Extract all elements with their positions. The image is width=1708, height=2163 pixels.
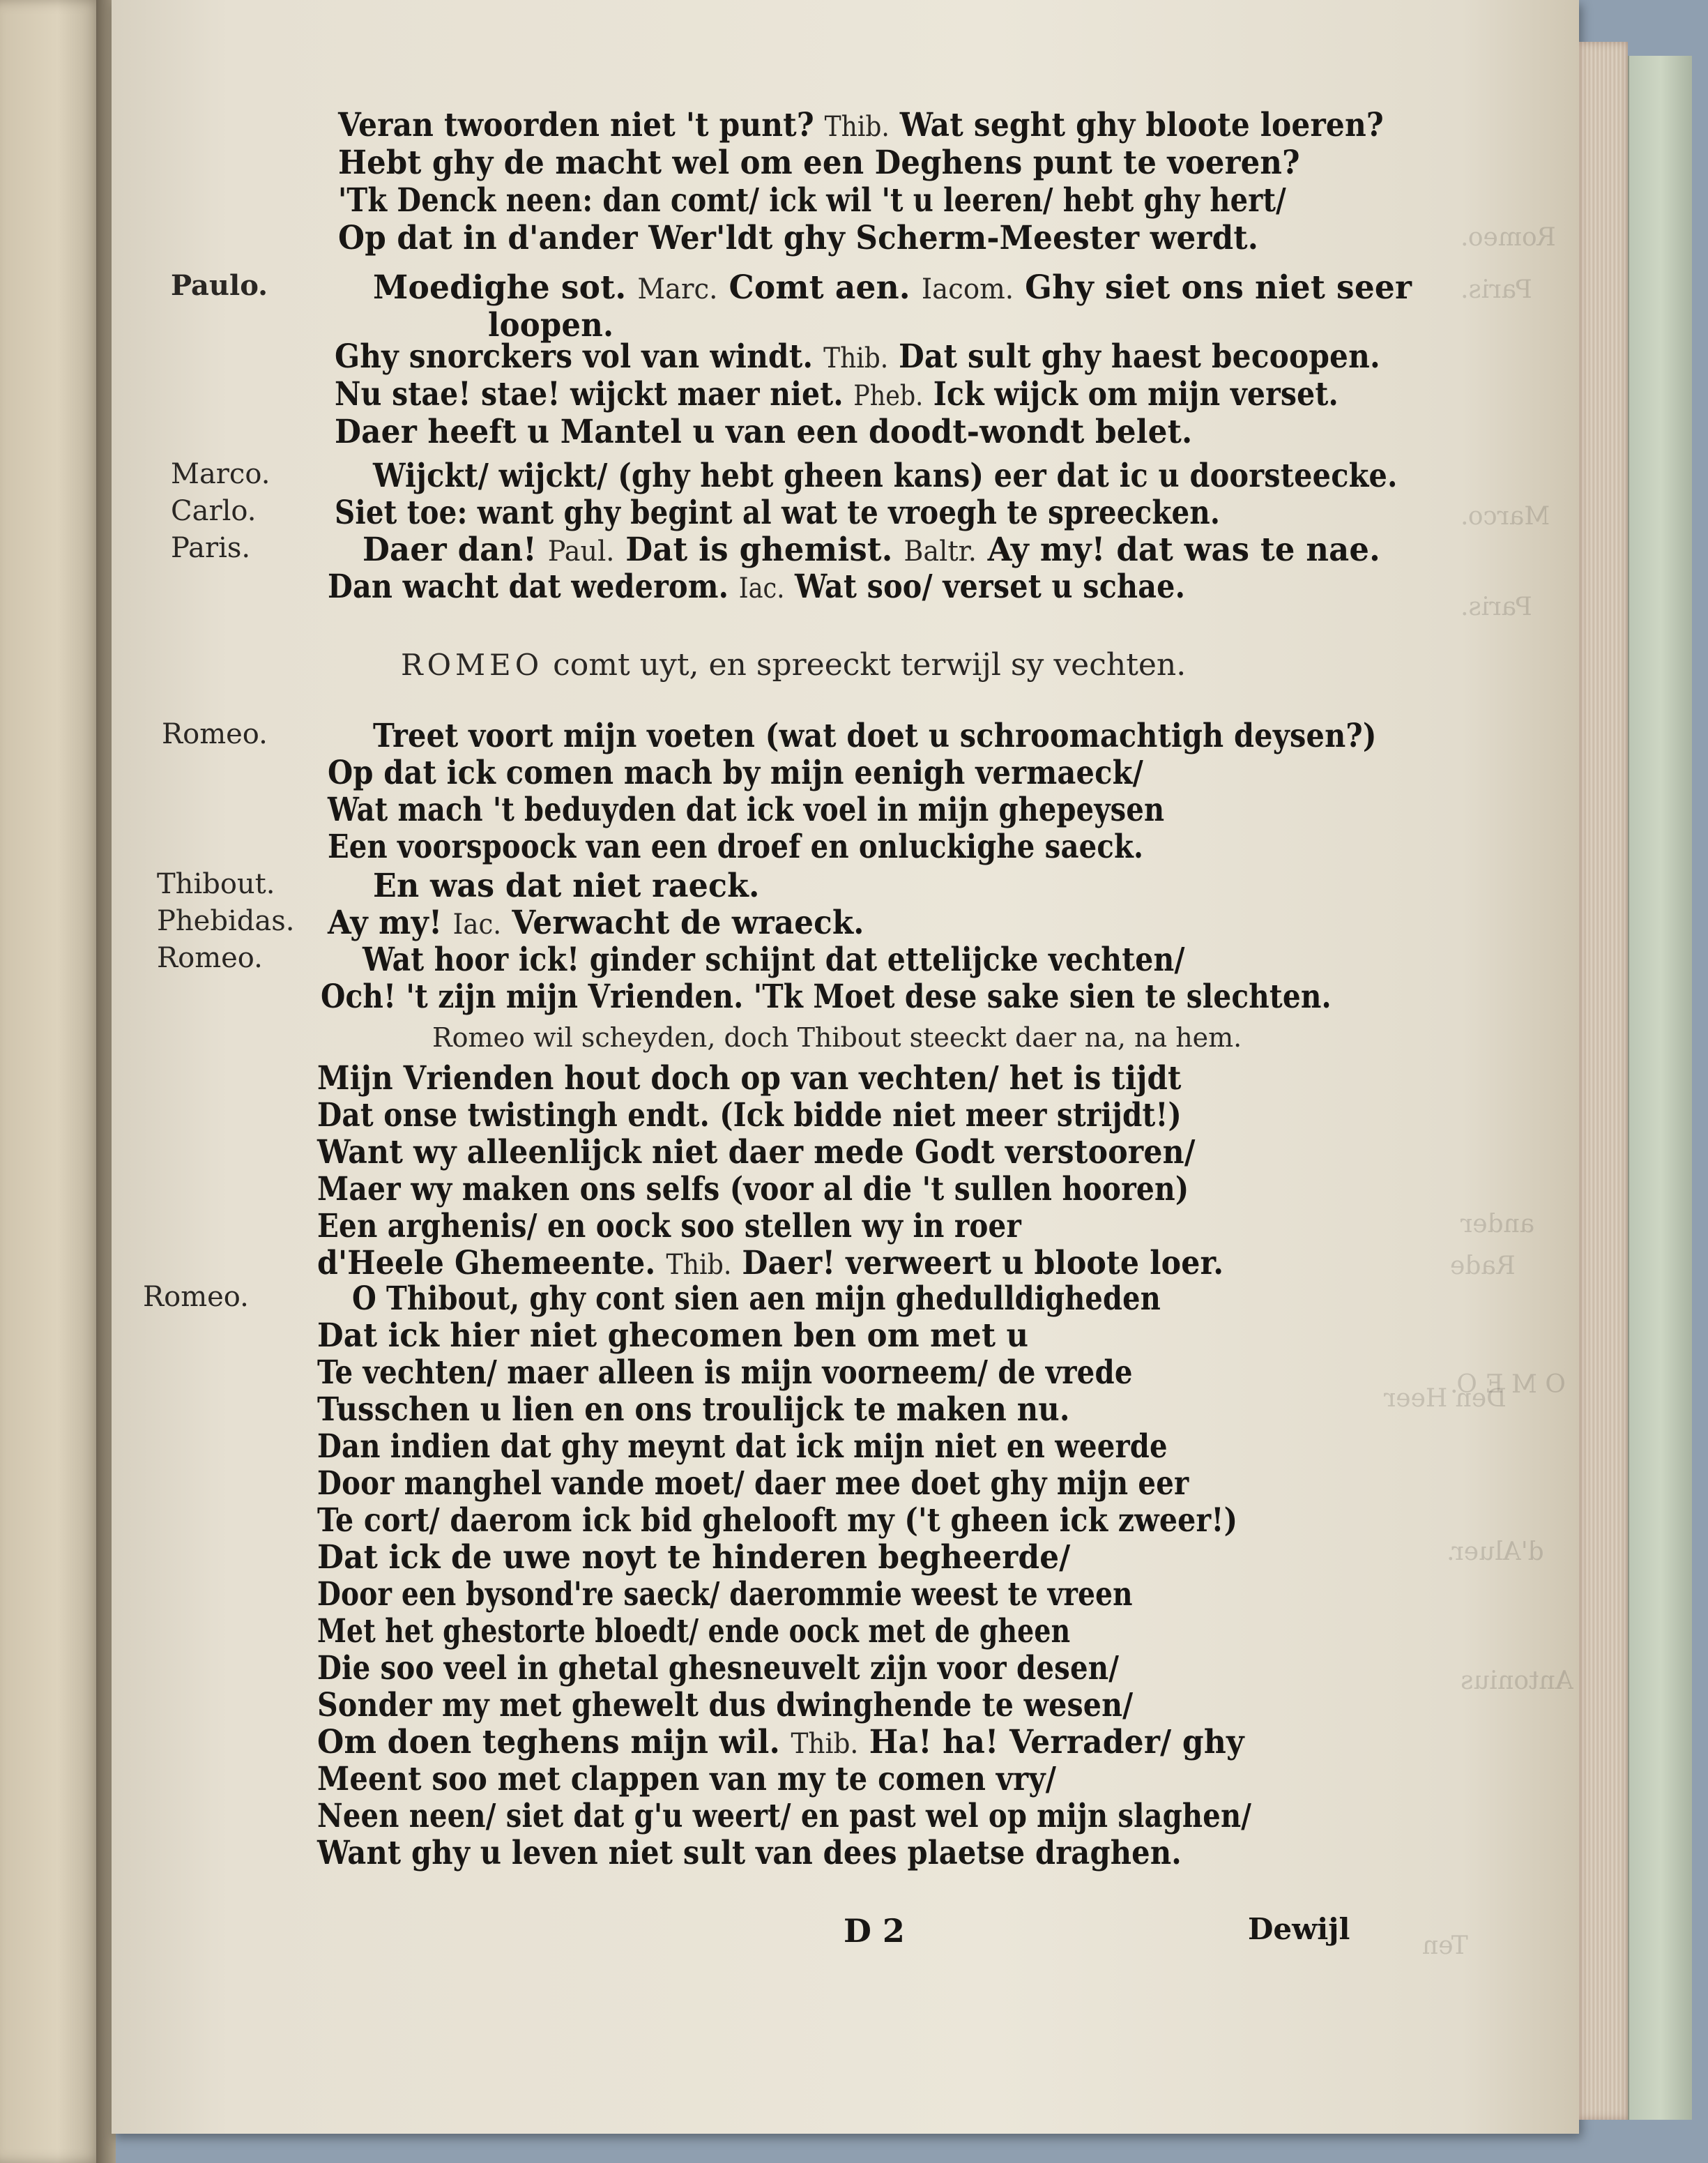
bleed-through-word: Paris. [1461, 275, 1532, 304]
blackletter-text: En was dat niet raeck. [373, 867, 760, 905]
speaker-abbrev: Baltr. [903, 536, 977, 568]
blackletter-text: Wijckt/ wijckt/ (ghy hebt gheen kans) eer dat ic u doorsteecke. [373, 457, 1398, 495]
blackletter-text: Op dat in d'ander Wer'ldt ghy Scherm-Meester werdt. [338, 219, 1259, 257]
blackletter-text: Dat ick de uwe noyt te hinderen begheerde/ [317, 1538, 1071, 1577]
blackletter-text: Dat sult ghy haest becoopen. [888, 337, 1380, 376]
speaker-label: Paulo. [171, 269, 268, 302]
blackletter-text: Een arghenis/ en oock soo stellen wy in roer [317, 1207, 1021, 1245]
blackletter-text: Ghy snorckers vol van windt. [335, 337, 824, 376]
speaker-label: Romeo. [143, 1281, 249, 1313]
verse-line [317, 1464, 1189, 1503]
blackletter-text: Door manghel vande moet/ daer mee doet ghy mijn eer [317, 1464, 1189, 1503]
verse-line [338, 106, 1384, 146]
blackletter-text: Daer heeft u Mantel u van een doodt-wondt belet. [335, 413, 1193, 451]
blackletter-text: Comt aen. [717, 268, 922, 307]
blackletter-text: Tusschen u lien en ons troulijck te maken nu. [317, 1390, 1070, 1429]
verse-line [317, 1207, 1021, 1246]
signature-mark: D 2 [844, 1912, 905, 1950]
verse-line [328, 754, 1143, 793]
verse-line [373, 268, 1412, 309]
speaker-label: Carlo. [171, 495, 257, 527]
verse-line [317, 1170, 1189, 1209]
verse-line [335, 413, 1192, 452]
bleed-through-word: Rade [1450, 1252, 1516, 1280]
verse-line [317, 1353, 1133, 1392]
blackletter-text: Ha! ha! Verrader/ ghy [858, 1723, 1244, 1761]
blackletter-text: Wat hoor ick! ginder schijnt dat ettelijcke vechten/ [363, 941, 1185, 979]
blackletter-text: Neen neen/ siet dat g'u weert/ en past wel op mijn slaghen/ [317, 1797, 1252, 1835]
heading-rest: comt uyt, en spreeckt terwijl sy vechten. [543, 647, 1187, 683]
verse-line [321, 978, 1332, 1017]
blackletter-text: Die soo veel in ghetal ghesneuvelt zijn voor desen/ [317, 1649, 1120, 1687]
blackletter-text: Mijn Vrienden hout doch op van vechten/ het is tijdt [317, 1059, 1182, 1098]
verse-line [328, 568, 1185, 608]
verse-line [317, 1760, 1056, 1799]
blackletter-text: Om doen teghens mijn wil. [317, 1723, 791, 1761]
speaker-abbrev: Pheb. [853, 380, 924, 412]
verse-line [338, 181, 1286, 220]
bleed-through-word: Romeo. [1461, 223, 1556, 252]
verse-line [317, 1096, 1182, 1135]
verse-line [373, 457, 1398, 496]
verse-line [317, 1575, 1133, 1614]
speaker-label: Romeo. [162, 718, 268, 750]
blackletter-text: Maer wy maken ons selfs (voor al die 't sullen hooren) [317, 1170, 1189, 1208]
blackletter-text: Op dat ick comen mach by mijn eenigh vermaeck/ [328, 754, 1143, 792]
verse-line [317, 1612, 1070, 1651]
blackletter-text: Wat seght ghy bloote loeren? [889, 106, 1384, 144]
blackletter-text: Verwacht de wraeck. [501, 904, 864, 942]
scene-heading [401, 647, 1186, 683]
verse-line [317, 1501, 1237, 1540]
speaker-abbrev: Thib. [823, 342, 889, 374]
page-fore-edge [1579, 42, 1628, 2120]
bleed-through-word: O M E O. [1450, 1370, 1566, 1399]
verse-line [328, 904, 864, 944]
blackletter-text: Ghy siet ons niet seer [1014, 268, 1412, 307]
verse-line [328, 828, 1143, 867]
blackletter-text: Sonder my met ghewelt dus dwinghende te wesen/ [317, 1686, 1134, 1724]
blackletter-text: Dat ick hier niet ghecomen ben om met u [317, 1316, 1029, 1355]
blackletter-text: Veran twoorden niet 't punt? [338, 106, 825, 144]
blackletter-text: Ay my! dat was te nae. [976, 531, 1380, 569]
bleed-through-word: Ten [1422, 1931, 1468, 1960]
verse-line [317, 1834, 1182, 1873]
verse-line [338, 219, 1258, 258]
verse-line [363, 531, 1380, 571]
catchword: Dewijl [1248, 1912, 1350, 1946]
blackletter-text: Te vechten/ maer alleen is mijn voorneem/ de vrede [317, 1353, 1133, 1392]
verse-line [363, 941, 1185, 980]
blackletter-text: Meent soo met clappen van my te comen vry/ [317, 1760, 1057, 1798]
stage-direction: Romeo wil scheyden, doch Thibout steeckt daer na, na hem. [432, 1022, 1242, 1053]
book-cover-board [1628, 56, 1692, 2120]
blackletter-text: Ick wijck om mijn verset. [923, 375, 1339, 413]
bleed-through-word: ander [1461, 1210, 1535, 1238]
blackletter-text: Hebt ghy de macht wel om een Deghens punt te voeren? [338, 144, 1300, 182]
verse-line [335, 337, 1380, 378]
blackletter-text: Met het ghestorte bloedt/ ende oock met de gheen [317, 1612, 1071, 1650]
blackletter-text: loopen. [488, 306, 614, 344]
blackletter-text: Och! 't zijn mijn Vrienden. 'Tk Moet dese sake sien te slechten. [321, 978, 1332, 1016]
blackletter-text: d'Heele Ghemeente. [317, 1244, 666, 1282]
verse-line [317, 1059, 1182, 1098]
blackletter-text: Treet voort mijn voeten (wat doet u schroomachtigh deysen?) [373, 717, 1377, 755]
blackletter-text: Wat soo/ verset u schae. [784, 568, 1186, 606]
verse-line [317, 1244, 1223, 1284]
left-page-edge [0, 0, 105, 2163]
blackletter-text: Moedighe sot. [373, 268, 638, 307]
heading-name: ROMEO [401, 648, 544, 682]
blackletter-text: Daer dan! [363, 531, 548, 569]
verse-line [335, 494, 1220, 533]
blackletter-text: Dan indien dat ghy meynt dat ick mijn niet en weerde [317, 1427, 1168, 1466]
bleed-through-word: Paris. [1461, 593, 1532, 621]
speaker-label: Paris. [171, 532, 251, 564]
verse-line [317, 1797, 1251, 1836]
speaker-abbrev: Thib. [666, 1249, 732, 1281]
speaker-abbrev: Iacom. [921, 273, 1014, 305]
verse-line [317, 1538, 1070, 1577]
blackletter-text: 'Tk Denck neen: dan comt/ ick wil 't u leeren/ hebt ghy hert/ [338, 181, 1286, 220]
verse-line [317, 1133, 1196, 1172]
speaker-label: Thibout. [157, 868, 275, 900]
bleed-through-word: d'Aluer. [1447, 1538, 1544, 1566]
verse-line [317, 1316, 1028, 1356]
verse-line [335, 375, 1339, 416]
blackletter-text: Want wy alleenlijck niet daer mede Godt verstooren/ [317, 1133, 1196, 1171]
bleed-through-word: Marco. [1461, 502, 1550, 531]
verse-line [317, 1390, 1070, 1429]
blackletter-text: Daer! verweert u bloote loer. [731, 1244, 1224, 1282]
blackletter-text: Wat mach 't beduyden dat ick voel in mijn ghepeysen [328, 791, 1165, 829]
blackletter-text: Door een bysond're saeck/ daerommie weest te vreen [317, 1575, 1133, 1614]
blackletter-text: Ay my! [328, 904, 453, 942]
blackletter-text: Dat onse twistingh endt. (Ick bidde niet meer strijdt!) [317, 1096, 1182, 1134]
verse-line [317, 1686, 1133, 1725]
speaker-label: Phebidas. [157, 905, 295, 937]
speaker-abbrev: Iac. [738, 572, 785, 605]
verse-line [338, 144, 1300, 183]
verse-line [352, 1280, 1161, 1319]
verse-line [373, 717, 1377, 756]
blackletter-text: Een voorspoock van een droef en onluckighe saeck. [328, 828, 1144, 866]
speaker-abbrev: Marc. [637, 273, 718, 305]
speaker-abbrev: Thib. [791, 1728, 859, 1760]
verse-line [317, 1649, 1119, 1688]
blackletter-text: Te cort/ daerom ick bid ghelooft my ('t gheen ick zweer!) [317, 1501, 1238, 1540]
blackletter-text: Dat is ghemist. [614, 531, 904, 569]
verse-line [373, 867, 760, 906]
bleed-through-word: Antonius [1461, 1667, 1573, 1695]
blackletter-text: Siet toe: want ghy begint al wat te vroegh te spreecken. [335, 494, 1221, 532]
verse-line [317, 1723, 1244, 1763]
verse-line [317, 1427, 1168, 1466]
speaker-label: Marco. [171, 458, 270, 490]
blackletter-text: Dan wacht dat wederom. [328, 568, 739, 606]
bleed-through-word: Den Heer [1384, 1384, 1507, 1413]
verse-line [328, 791, 1164, 830]
speaker-abbrev: Paul. [547, 536, 615, 568]
speaker-abbrev: Iac. [452, 909, 502, 941]
speaker-abbrev: Thib. [824, 111, 890, 143]
blackletter-text: O Thibout, ghy cont sien aen mijn ghedulldigheden [352, 1280, 1161, 1318]
speaker-label: Romeo. [157, 942, 263, 974]
blackletter-text: Want ghy u leven niet sult van dees plaetse draghen. [317, 1834, 1182, 1872]
blackletter-text: Nu stae! stae! wijckt maer niet. [335, 375, 854, 413]
